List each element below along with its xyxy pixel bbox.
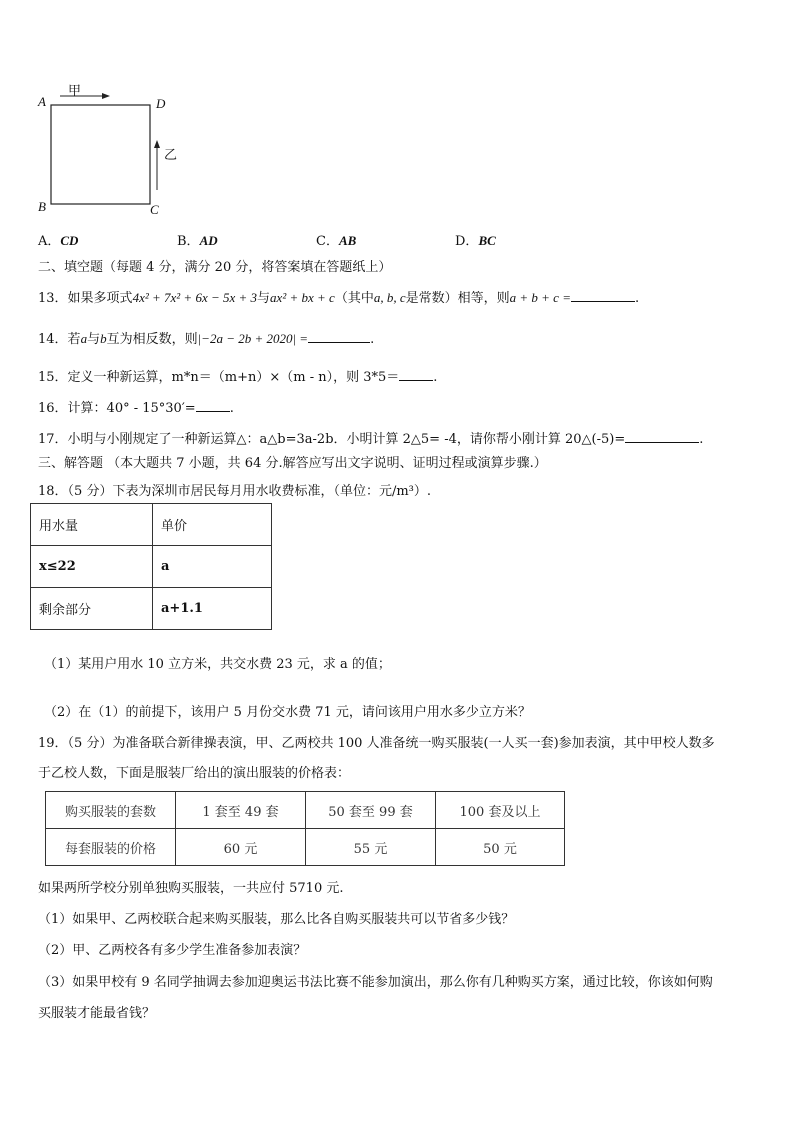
question-19-line2: 于乙校人数，下面是服装厂给出的演出服装的价格表： (38, 766, 351, 781)
q18-part2: （2）在（1）的前提下，该用户 5 月份交水费 71 元，请问该用户用水多少立方米？ (44, 705, 531, 720)
q19-part3-line1: （3）如果甲校有 9 名同学抽调去参加迎奥运书法比赛不能参加演出，那么你有几种购买方案，通过比较，你该如何购 (38, 975, 713, 990)
q14-expr: |−2a − 2b + 2020| = (197, 331, 309, 346)
table-row: 购买服装的套数 1 套至 49 套 50 套至 99 套 100 套及以上 (46, 792, 565, 829)
q18-part1: （1）某用户用水 10 立方米，共交水费 23 元，求 a 的值； (44, 657, 391, 672)
q19-part2: （2）甲、乙两校各有多少学生准备参加表演？ (38, 943, 307, 958)
q16-answer-blank[interactable] (196, 399, 230, 412)
table-row: 每套服装的价格 60 元 55 元 50 元 (46, 829, 565, 866)
option-b: B．AD (177, 233, 218, 249)
q13-answer-blank[interactable] (571, 289, 635, 302)
question-19-line1: 19．（5 分）为准备联合新律操表演，甲、乙两校共 100 人准备统一购买服装(一人买一套)参加表演，其中甲校人数多 (38, 736, 715, 751)
option-a: A．CD (38, 233, 79, 249)
question-15: 15．定义一种新运算，m*n＝（m+n）×（m - n），则 3*5＝ . (38, 370, 438, 385)
vertex-b-label: B (38, 199, 46, 214)
arrow-yi-head (154, 140, 160, 148)
costume-price-table (45, 791, 565, 866)
arrow-jia-head (102, 93, 110, 99)
label-jia: 甲 (68, 84, 82, 99)
question-18: 18．（5 分）下表为深圳市居民每月用水收费标准，（单位：元/m³）. (38, 484, 432, 499)
q19-part1: （1）如果甲、乙两校联合起来购买服装，那么比各自购买服装共可以节省多少钱？ (38, 912, 515, 927)
table-row: 用水量 单价 (31, 504, 272, 546)
question-13: 13．如果多项式4x² + 7x² + 6x − 5x + 3与ax² + bx + c（其中a, b, c是常数）相等，则a + b + c = . (38, 290, 640, 306)
question-17: 17．小明与小刚规定了一种新运算△：a△b=3a-2b．小明计算 2△5= -4，请你帮小刚计算 20△(-5)= . (38, 432, 704, 447)
vertex-c-label: C (150, 202, 159, 217)
q13-expr2: ax² + bx + c (270, 290, 335, 305)
q13-number: 13． (38, 291, 68, 306)
vertex-a-label: A (38, 94, 46, 109)
q15-answer-blank[interactable] (399, 368, 433, 381)
q14-answer-blank[interactable] (308, 330, 370, 343)
q17-answer-blank[interactable] (625, 430, 699, 443)
square-outline (51, 105, 150, 204)
section3-title: 三、解答题 （本大题共 7 小题，共 64 分.解答应写出文字说明、证明过程或演算步骤.） (38, 456, 547, 471)
option-d: D．BC (455, 233, 496, 249)
label-yi: 乙 (164, 148, 178, 163)
q13-expr1: 4x² + 7x² + 6x − 5x + 3 (132, 290, 258, 305)
question-14: 14．若a与b互为相反数，则|−2a − 2b + 2020| = . (38, 331, 375, 347)
q19-part3-line2: 买服装才能最省钱？ (38, 1006, 156, 1021)
water-price-table (30, 503, 272, 630)
question-16: 16．计算：40° - 15°30′= . (38, 401, 234, 416)
section2-title: 二、填空题（每题 4 分，满分 20 分，将答案填在答题纸上） (38, 260, 392, 275)
table-row: 剩余部分 a+1.1 (31, 588, 272, 630)
table-row: x≤22 a (31, 546, 272, 588)
option-c: C．AB (316, 233, 357, 249)
q19-total-line: 如果两所学校分别单独购买服装，一共应付 5710 元. (38, 881, 344, 896)
vertex-d-label: D (156, 96, 166, 111)
